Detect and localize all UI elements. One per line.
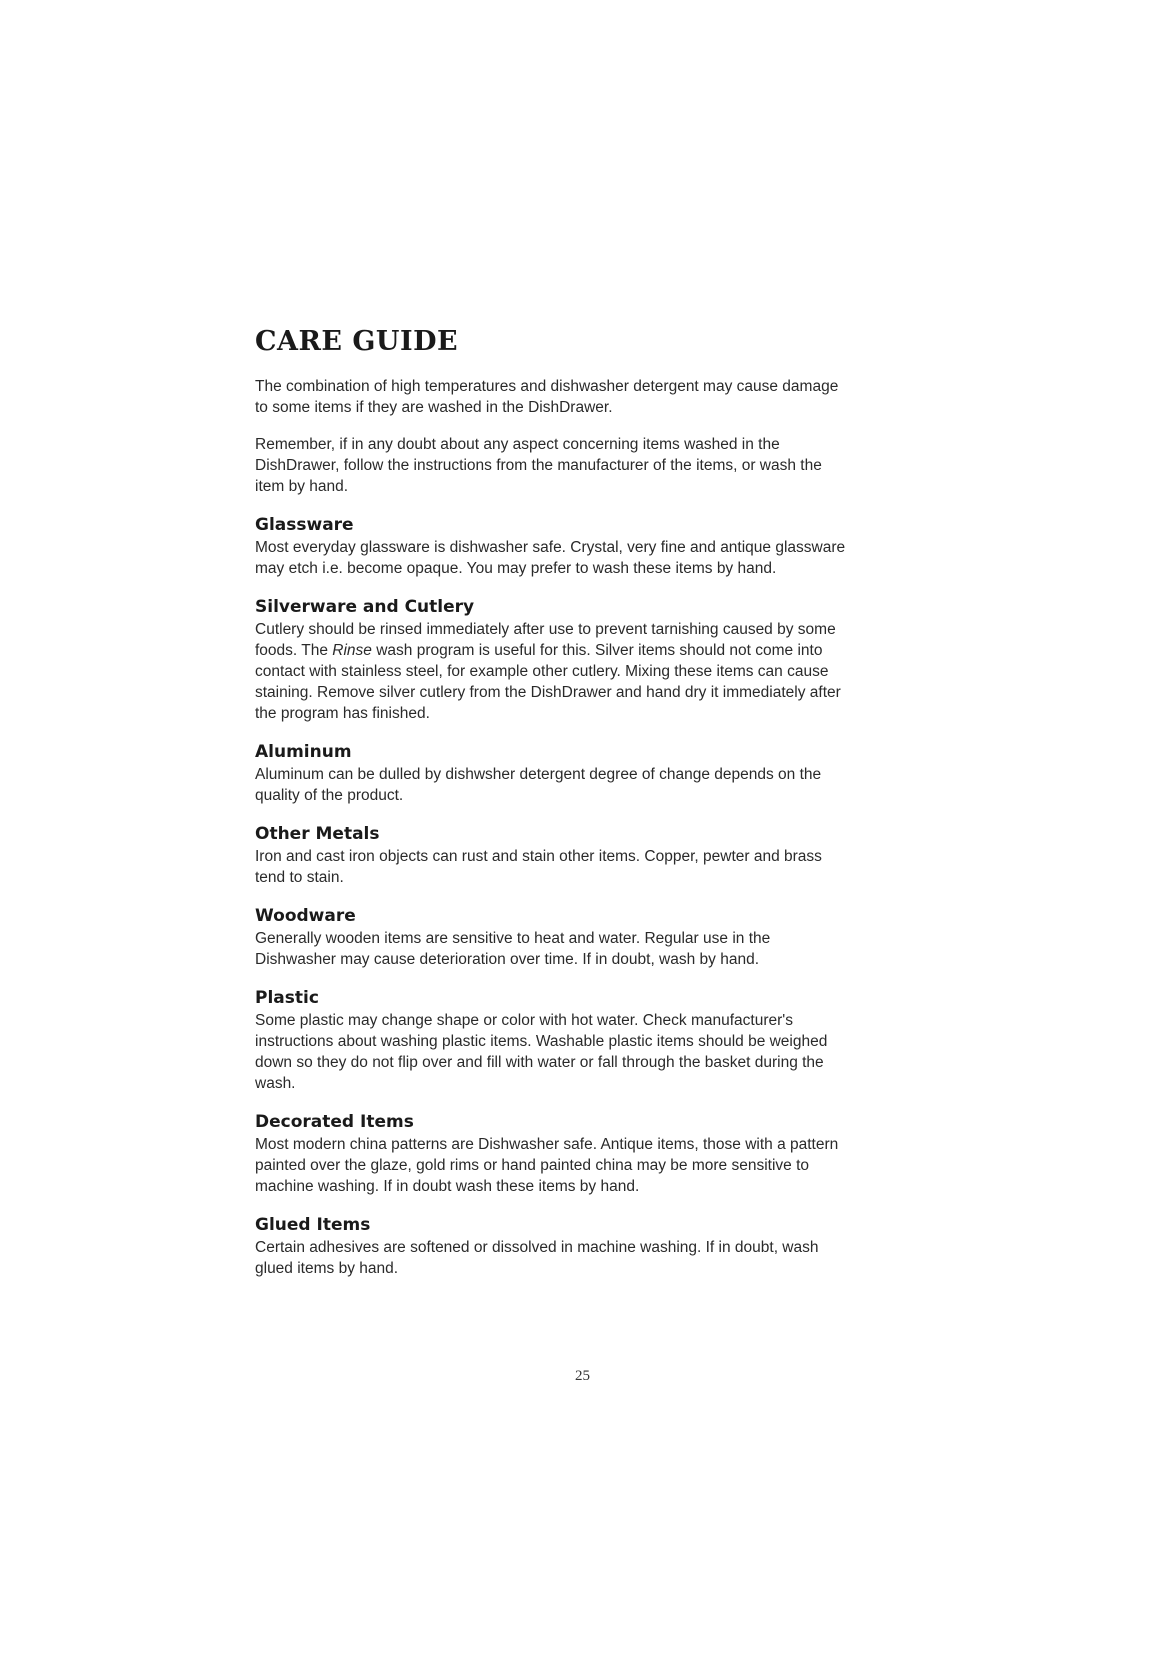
section-other-metals (255, 822, 935, 888)
text-line: instructions about washing plastic items. Washable plastic items should be weighed (255, 1033, 828, 1050)
section-heading: Glued Items (255, 1215, 371, 1235)
section-woodware (255, 904, 935, 970)
text-line: Most everyday glassware is dishwasher safe. Crystal, very fine and antique glassware (255, 539, 846, 556)
text-line: Some plastic may change shape or color with hot water. Check manufacturer's (255, 1012, 793, 1029)
intro-paragraph-1 (255, 376, 935, 418)
section-heading: Aluminum (255, 742, 352, 762)
section-body (255, 619, 935, 724)
section-body (255, 846, 935, 888)
section-body (255, 1010, 935, 1094)
section-heading: Other Metals (255, 824, 380, 844)
text-line: Certain adhesives are softened or dissolved in machine washing. If in doubt, wash (255, 1239, 819, 1256)
section-heading: Silverware and Cutlery (255, 597, 475, 617)
section-glassware (255, 513, 935, 579)
section-heading: Woodware (255, 906, 356, 926)
section-heading: Plastic (255, 988, 319, 1008)
text-line: glued items by hand. (255, 1260, 399, 1277)
text-line: down so they do not flip over and fill with water or fall through the basket during the (255, 1054, 824, 1071)
section-body (255, 764, 935, 806)
page-title: CARE GUIDE (255, 326, 459, 357)
text-line: tend to stain. (255, 869, 344, 886)
section-heading: Decorated Items (255, 1112, 414, 1132)
text-line: Cutlery should be rinsed immediately after use to prevent tarnishing caused by some (255, 621, 836, 638)
page-number: 25 (575, 1368, 590, 1384)
text-line: to some items if they are washed in the DishDrawer. (255, 399, 613, 416)
section-body (255, 1237, 935, 1279)
section-silverware-cutlery (255, 595, 935, 724)
text-line: the program has finished. (255, 705, 430, 722)
section-body (255, 537, 935, 579)
section-decorated-items (255, 1110, 935, 1197)
text-line: Aluminum can be dulled by dishwsher detergent degree of change depends on the (255, 766, 822, 783)
section-plastic (255, 986, 935, 1094)
care-guide-page (255, 326, 935, 1295)
text-line: machine washing. If in doubt wash these items by hand. (255, 1178, 640, 1195)
section-body (255, 928, 935, 970)
program-name: Rinse (332, 642, 372, 659)
text-line: item by hand. (255, 478, 349, 495)
intro-paragraph-2 (255, 434, 935, 497)
section-heading: Glassware (255, 515, 354, 535)
text-line: Remember, if in any doubt about any aspect concerning items washed in the (255, 436, 780, 453)
text-line: Most modern china patterns are Dishwasher safe. Antique items, those with a pattern (255, 1136, 839, 1153)
text-line: may etch i.e. become opaque. You may prefer to wash these items by hand. (255, 560, 777, 577)
text-line-with-italic: foods. The Rinse wash program is useful for this. Silver items should not come into (255, 642, 823, 659)
text-line: The combination of high temperatures and dishwasher detergent may cause damage (255, 378, 839, 395)
text-line: DishDrawer, follow the instructions from the manufacturer of the items, or wash the (255, 457, 822, 474)
section-body (255, 1134, 935, 1197)
text-line: Generally wooden items are sensitive to heat and water. Regular use in the (255, 930, 771, 947)
text-line: Iron and cast iron objects can rust and stain other items. Copper, pewter and brass (255, 848, 822, 865)
text-line: quality of the product. (255, 787, 404, 804)
text-line: wash. (255, 1075, 296, 1092)
text-line: painted over the glaze, gold rims or hand painted china may be more sensitive to (255, 1157, 810, 1174)
text-line: contact with stainless steel, for example other cutlery. Mixing these items can cause (255, 663, 829, 680)
text-line: Dishwasher may cause deterioration over time. If in doubt, wash by hand. (255, 951, 760, 968)
section-glued-items (255, 1213, 935, 1279)
section-aluminum (255, 740, 935, 806)
text-line: staining. Remove silver cutlery from the DishDrawer and hand dry it immediately after (255, 684, 841, 701)
